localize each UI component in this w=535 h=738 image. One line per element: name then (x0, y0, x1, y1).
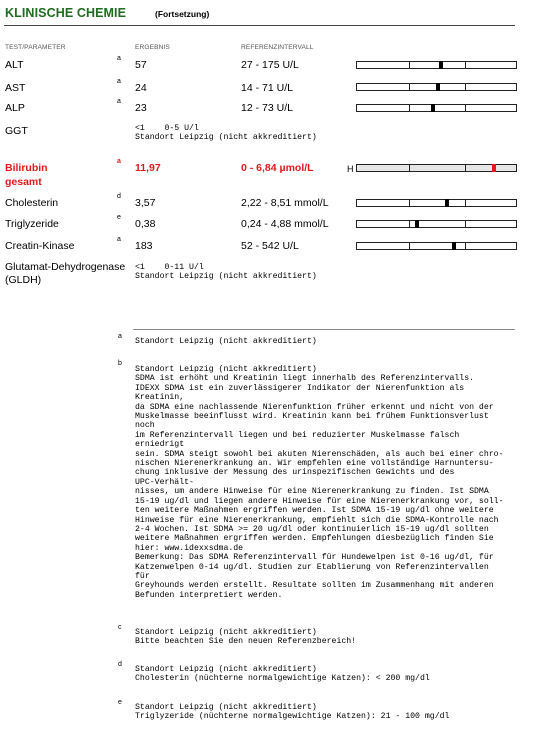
range-marker (431, 104, 435, 112)
row-value-alt: 57 (135, 59, 147, 71)
row-note-ggt-site: Standort Leipzig (nicht akkreditiert) (135, 133, 317, 142)
footnote-letter: c (118, 624, 122, 631)
row-footnote-ref: a (117, 236, 121, 243)
range-bar-alt (356, 61, 517, 69)
row-value-cholesterin: 3,57 (135, 197, 156, 209)
footnote-text: Standort Leipzig (nicht akkreditiert) SDMA ist erhöht und Kreatinin liegt innerhalb des Referenzintervalls. IDEXX SDMA ist ein zuverlässigerer Indikator der Nierenfunktion als Kreatinin, da SDMA eine nachlassende Nierenfunktion früher erkennt und nicht von der Muskelmasse beeinflusst wird. Kreatinin kann bei frühem Funktionsverlust noch im Referenzintervall liegen und bei reduzierter Muskelmasse falsch erniedrigt sein. SDMA steigt sowohl bei akuten Nierenschäden, als auch bei einer chro- nischen Nierenerkrankung an. Wir empfehlen eine vollständige Harnuntersu- chung inklusive der Messung des urinspezifischen Gewichts und des UPC-Verhält- nisses, um andere Hinweise für eine Nierenerkrankung zu finden. Ist SDMA 15-19 ug/dl und liegen andere Hinweise für eine Nierenerkrankung vor, soll- ten weitere Maßnahmen ergriffen werden. Ist SDMA 15-19 ug/dl ohne weitere Hinweise für eine Nierenerkrankung, empfiehlt sich die SDMA-Kontrolle nach 2-4 Wochen. Ist SDMA >= 20 ug/dl oder kontinuierlich 15-19 ug/dl sollten weitere Maßnahmen ergriffen werden. Empfehlungen diesbezüglich finden Sie hier: www.idexxsdma.de Bemerkung: Das SDMA Referenzintervall für Hundewelpen ist 0-16 ug/dl, für Katzenwelpen 0-14 ug/dl. Studien zur Etablierung von Referenzintervallen für Greyhounds werden erstellt. Resultate sollten im Zusammenhang mit anderen Befunden interpretiert werden. (135, 365, 504, 600)
row-name-creatin-kinase: Creatin-Kinase (5, 240, 75, 252)
range-marker (436, 83, 440, 91)
row-name-triglyzeride: Triglyzeride (5, 218, 59, 230)
footnote-letter: b (118, 360, 122, 367)
range-marker (492, 164, 496, 172)
row-name-gldh: Glutamat-Dehydrogenase (5, 261, 126, 273)
range-marker (439, 61, 443, 69)
section-title: KLINISCHE CHEMIE (5, 6, 127, 20)
row-value-creatin-kinase: 183 (135, 240, 153, 252)
row-note-gldh: <1 0-11 U/l (135, 263, 204, 272)
footnote-divider (133, 329, 515, 330)
row-note-gldh-site: Standort Leipzig (nicht akkreditiert) (135, 272, 317, 281)
footnote-letter: a (118, 333, 122, 340)
footnote-text: Standort Leipzig (nicht akkreditiert) Cholesterin (nüchterne normalgewichtige Katzen): < 200 mg/dl (135, 665, 430, 684)
high-flag: H (347, 164, 354, 174)
footnote-letter: e (118, 699, 122, 706)
row-name-gldh-line2: (GLDH) (5, 274, 42, 286)
row-name-ggt: GGT (5, 125, 28, 137)
row-name-ast: AST (5, 82, 26, 94)
footnote-letter: d (118, 661, 122, 668)
range-bar-ast (356, 83, 517, 91)
column-header-test: TEST/PARAMETER (5, 44, 66, 51)
row-ref-triglyzeride: 0,24 - 4,88 mmol/L (241, 218, 329, 230)
row-ref-cholesterin: 2,22 - 8,51 mmol/L (241, 197, 329, 209)
range-bar-cholesterin (356, 199, 517, 207)
column-header-reference: REFERENZINTERVALL (241, 44, 314, 51)
row-name-alt: ALT (5, 59, 24, 71)
row-footnote-ref: a (117, 55, 121, 62)
row-footnote-ref: a (117, 98, 121, 105)
range-marker (445, 199, 449, 207)
row-note-ggt: <1 0-5 U/l (135, 124, 199, 133)
row-ref-alt: 27 - 175 U/L (241, 59, 299, 71)
row-footnote-ref: a (117, 158, 121, 165)
row-footnote-ref: a (117, 78, 121, 85)
header-divider (4, 25, 515, 26)
range-bar-bilirubin (356, 164, 517, 172)
footnote-text: Standort Leipzig (nicht akkreditiert) Triglyzeride (nüchterne normalgewichtige Katzen): 21 - 100 mg/dl (135, 703, 450, 722)
row-name-bilirubin: Bilirubin (5, 162, 48, 174)
column-header-result: ERGEBNIS (135, 44, 170, 51)
range-bar-triglyzeride (356, 220, 517, 228)
row-name-alp: ALP (5, 102, 25, 114)
range-bar-creatin-kinase (356, 242, 517, 250)
row-ref-bilirubin: 0 - 6,84 µmol/L (241, 162, 314, 174)
row-value-alp: 23 (135, 102, 147, 114)
section-subtitle: (Fortsetzung) (155, 9, 210, 19)
footnote-text: Standort Leipzig (nicht akkreditiert) (135, 337, 317, 346)
row-name-cholesterin: Cholesterin (5, 197, 59, 209)
range-bar-alp (356, 104, 517, 112)
row-ref-alp: 12 - 73 U/L (241, 102, 293, 114)
range-marker (452, 242, 456, 250)
row-name-bilirubin-line2: gesamt (5, 176, 42, 188)
row-footnote-ref: d (117, 193, 121, 200)
range-marker (415, 220, 419, 228)
footnote-text: Standort Leipzig (nicht akkreditiert) Bitte beachten Sie den neuen Referenzbereich! (135, 628, 357, 647)
row-ref-creatin-kinase: 52 - 542 U/L (241, 240, 299, 252)
row-value-bilirubin: 11,97 (135, 162, 161, 174)
row-value-ast: 24 (135, 82, 147, 94)
row-ref-ast: 14 - 71 U/L (241, 82, 293, 94)
row-footnote-ref: e (117, 214, 121, 221)
row-value-triglyzeride: 0,38 (135, 218, 156, 230)
